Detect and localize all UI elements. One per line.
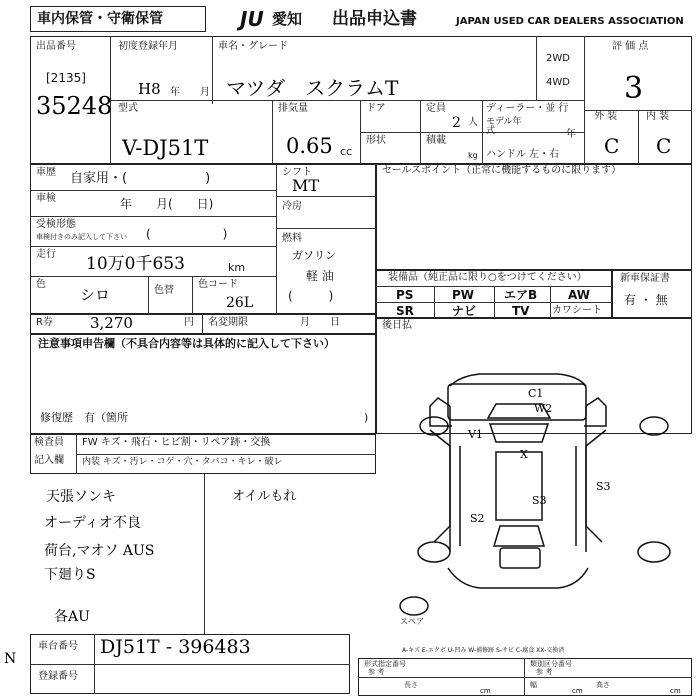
model-year-label: モデル年式 bbox=[486, 117, 522, 136]
ext-label: 外 装 bbox=[594, 111, 618, 122]
color-code-value: 26L bbox=[226, 295, 254, 311]
inspection-label: 車検 bbox=[36, 193, 56, 204]
fuel-paren: ( ) bbox=[288, 289, 334, 303]
mileage-unit: km bbox=[228, 261, 246, 274]
storage-text: 車内保管・守衛保管 bbox=[37, 11, 163, 27]
free-note-4: 下廻りS bbox=[44, 567, 96, 583]
reg-label: 登録番号 bbox=[38, 671, 78, 682]
free-note-3: 荷台,マオソ AUS bbox=[44, 543, 155, 559]
model-label: 型式 bbox=[118, 103, 138, 114]
repair-label: 修復歴 有（箇所 bbox=[40, 411, 128, 424]
mark-v1: V1 bbox=[468, 428, 483, 441]
first-reg-value: H8 bbox=[138, 80, 161, 98]
mark-x: X bbox=[520, 448, 528, 461]
first-reg-label: 初度登録年月 bbox=[118, 41, 178, 52]
color-value: シロ bbox=[80, 286, 111, 304]
notes-label: 注意事項申告欄（不具合内容等は具体的に記入して下さい） bbox=[38, 337, 335, 350]
name-label: 車名・グレード bbox=[218, 41, 288, 52]
damage-legend: A-キズ E-エクボ U-凹み W-補修跡 S-サビ C-腐食 XX-交換済 bbox=[402, 647, 565, 654]
lot-label: 出品番号 bbox=[36, 41, 76, 52]
post-pay-label: 後日払 bbox=[382, 320, 412, 331]
org-name: 愛知 bbox=[272, 10, 303, 28]
capacity-unit: 人 bbox=[468, 117, 478, 128]
equipment-title: 装備品（純正品に限り○をつけてください） bbox=[388, 272, 587, 283]
history-label: 車歴 bbox=[36, 167, 56, 178]
int-value: C bbox=[656, 134, 672, 158]
capacity-value: 2 bbox=[452, 115, 461, 131]
shift-label: シフト bbox=[282, 167, 312, 178]
inspector-row-2: 内装 キズ・汚レ・コゲ・穴・タバコ・キレ・破レ bbox=[82, 457, 283, 467]
fuel-option: 軽 油 bbox=[306, 269, 334, 283]
height-label: 高さ bbox=[596, 681, 610, 689]
equip-ps: PS bbox=[396, 288, 414, 302]
drive-4wd: 4WD bbox=[546, 77, 570, 88]
mark-s3-center: S3 bbox=[532, 494, 547, 507]
free-note-right: オイルもれ bbox=[232, 489, 297, 504]
inspection-value: 年 月( 日) bbox=[120, 197, 214, 211]
weight-unit: kg bbox=[468, 151, 478, 160]
equip-aw: AW bbox=[568, 288, 590, 302]
mark-w2: W2 bbox=[534, 402, 553, 415]
length-unit: cm bbox=[480, 687, 491, 695]
equip-navi: ナビ bbox=[452, 304, 477, 318]
recycle-value: 3,270 bbox=[90, 314, 133, 332]
capacity-label: 定員 bbox=[426, 103, 446, 114]
sales-point-label: セールスポイント（正常に機能するものに限ります） bbox=[382, 165, 622, 176]
receive-sub: 車検付きのみ記入して下さい bbox=[36, 233, 127, 241]
fuel-label: 燃料 bbox=[282, 233, 302, 244]
inspector-label-1: 検査員 bbox=[34, 437, 64, 448]
class-label: 類別区分番号 bbox=[530, 660, 572, 668]
recycle-label: R券 bbox=[36, 317, 53, 328]
lot-sub: [2135] bbox=[46, 71, 86, 85]
class-ref: 参 考 bbox=[536, 668, 553, 676]
spare-label: スペア bbox=[400, 617, 424, 626]
grade-value: 3 bbox=[624, 71, 644, 106]
cooler-label: 冷房 bbox=[282, 201, 302, 212]
handle-label: ハンドル 左・右 bbox=[486, 149, 560, 160]
width-label: 幅 bbox=[530, 681, 537, 689]
name-change-label: 名変期限 bbox=[208, 317, 248, 328]
name-value: マツダ スクラムT bbox=[226, 76, 399, 100]
free-note-2: オーディオ不良 bbox=[44, 515, 141, 531]
mark-c1: C1 bbox=[528, 387, 544, 400]
cert-ref: 参 考 bbox=[368, 668, 385, 676]
history-value: 自家用・( ) bbox=[70, 171, 211, 186]
dealer-label: ディーラー・並 行 bbox=[486, 103, 569, 114]
year-unit: 年 bbox=[170, 87, 180, 98]
car-diagram bbox=[30, 6, 694, 696]
mark-s3-right: S3 bbox=[596, 480, 611, 493]
disp-value: 0.65 bbox=[286, 134, 333, 158]
color-code-label: 色コード bbox=[198, 279, 238, 290]
equip-tv: TV bbox=[512, 304, 530, 318]
disp-unit: cc bbox=[340, 145, 353, 158]
equip-airbag: エアB bbox=[504, 288, 538, 302]
door-label: ドア bbox=[366, 103, 386, 114]
color-label: 色 bbox=[36, 279, 46, 290]
fuel-value: ガソリン bbox=[292, 249, 336, 262]
mileage-value: 10万0千653 bbox=[86, 254, 185, 274]
inspector-label-2: 記入欄 bbox=[34, 455, 64, 466]
chassis-value: DJ51T - 396483 bbox=[100, 636, 251, 658]
chassis-label: 車台番号 bbox=[38, 641, 78, 652]
cert-label: 形式指定番号 bbox=[364, 660, 406, 668]
warranty-value: 有 ・ 無 bbox=[624, 293, 668, 307]
form-title: 出品申込書 bbox=[332, 9, 417, 29]
lot-number: 35248 bbox=[36, 92, 113, 120]
recycle-unit: 円 bbox=[184, 317, 194, 328]
receive-value: ( ) bbox=[146, 227, 228, 241]
receive-label: 受検形態 bbox=[36, 219, 76, 230]
length-label: 長さ bbox=[404, 681, 418, 689]
left-mark: N bbox=[4, 651, 17, 667]
width-unit: cm bbox=[572, 687, 583, 695]
shape-label: 形状 bbox=[366, 135, 386, 146]
inspector-row-1: FW キズ・飛石・ヒビ割・リペア跡・交換 bbox=[82, 437, 271, 448]
model-value: V-DJ51T bbox=[122, 136, 209, 160]
warranty-label: 新車保証書 bbox=[620, 273, 670, 284]
ju-logo: JU bbox=[240, 7, 264, 31]
shift-value: MT bbox=[292, 176, 320, 195]
drive-2wd: 2WD bbox=[546, 53, 570, 64]
name-change-value: 月 日 bbox=[300, 317, 340, 328]
mark-s2: S2 bbox=[470, 512, 485, 525]
int-label: 内 装 bbox=[646, 111, 670, 122]
disp-label: 排気量 bbox=[278, 103, 308, 114]
mileage-label: 走行 bbox=[36, 249, 56, 260]
month-unit: 月 bbox=[200, 87, 210, 98]
equip-pw: PW bbox=[452, 288, 475, 302]
auction-sheet bbox=[4, 6, 694, 696]
free-note-5: 各AU bbox=[54, 609, 90, 625]
weight-label: 積載 bbox=[426, 135, 446, 146]
grade-label: 評 価 点 bbox=[612, 41, 649, 52]
height-unit: cm bbox=[670, 687, 681, 695]
model-year-suffix: 年 bbox=[566, 129, 576, 140]
free-note-1: 天張ソンキ bbox=[46, 489, 116, 505]
ext-value: C bbox=[604, 134, 620, 158]
equip-sr: SR bbox=[396, 304, 414, 318]
association-name: JAPAN USED CAR DEALERS ASSOCIATION bbox=[456, 16, 684, 27]
color-change-label: 色替 bbox=[154, 285, 174, 296]
repair-close: ) bbox=[364, 411, 369, 424]
equip-leather: カワシート bbox=[552, 305, 602, 316]
